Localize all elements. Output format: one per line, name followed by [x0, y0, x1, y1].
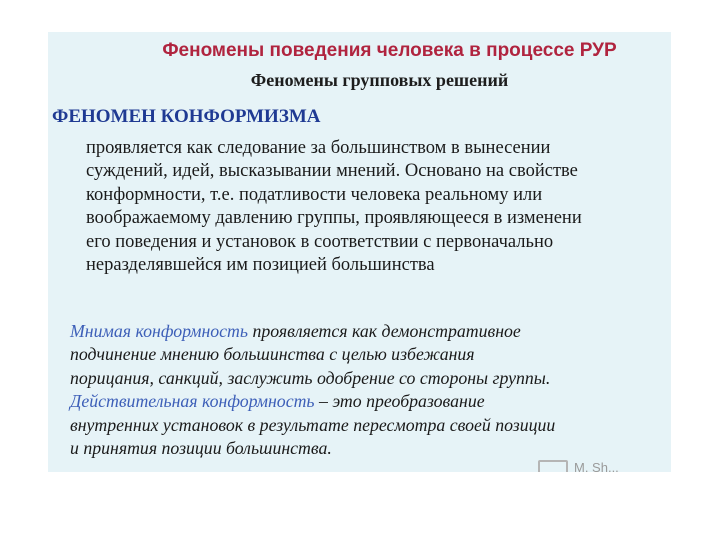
slide	[48, 32, 671, 472]
italic-line	[70, 320, 670, 343]
section-heading: ФЕНОМЕН КОНФОРМИЗМА	[52, 106, 321, 127]
italic-line-text: проявляется как демонстративное	[248, 321, 521, 341]
corner-logo	[538, 460, 671, 472]
slide-subtitle: Феномены групповых решений	[250, 70, 509, 90]
paragraph-line: его поведения и установок в соответствии с первоначально	[86, 231, 554, 252]
italic-line: внутренних установок в результате пересмотра своей позиции	[70, 414, 556, 435]
conformity-types-paragraph	[70, 320, 670, 460]
slide-title: Феномены поведения человека в процессе РУР	[162, 40, 617, 61]
term-actual-conformity: Действительная конформность	[70, 391, 315, 412]
paragraph-line: проявляется как следование за большинством в вынесении	[86, 138, 551, 158]
italic-line-text: – это преобразование	[314, 391, 485, 412]
paragraph-line: конформности, т.е. податливости человека реальному или	[86, 184, 543, 205]
logo-icon	[538, 460, 568, 472]
logo-text: M. Sh...	[574, 460, 619, 472]
term-imaginary-conformity: Мнимая конформность	[70, 321, 248, 341]
paragraph-line: неразделявшейся им позицией большинства	[86, 255, 435, 276]
italic-line: подчинение мнению большинства с целью избежания	[70, 344, 475, 365]
paragraph-line: воображаемому давлению группы, проявляющееся в изменени	[86, 208, 582, 229]
definition-paragraph	[86, 137, 671, 277]
paragraph-line: суждений, идей, высказывании мнений. Основано на свойстве	[86, 161, 578, 182]
italic-line: порицания, санкций, заслужить одобрение со стороны группы.	[70, 367, 551, 388]
italic-line: и принятия позиции большинства.	[70, 438, 332, 459]
italic-line	[70, 390, 670, 413]
